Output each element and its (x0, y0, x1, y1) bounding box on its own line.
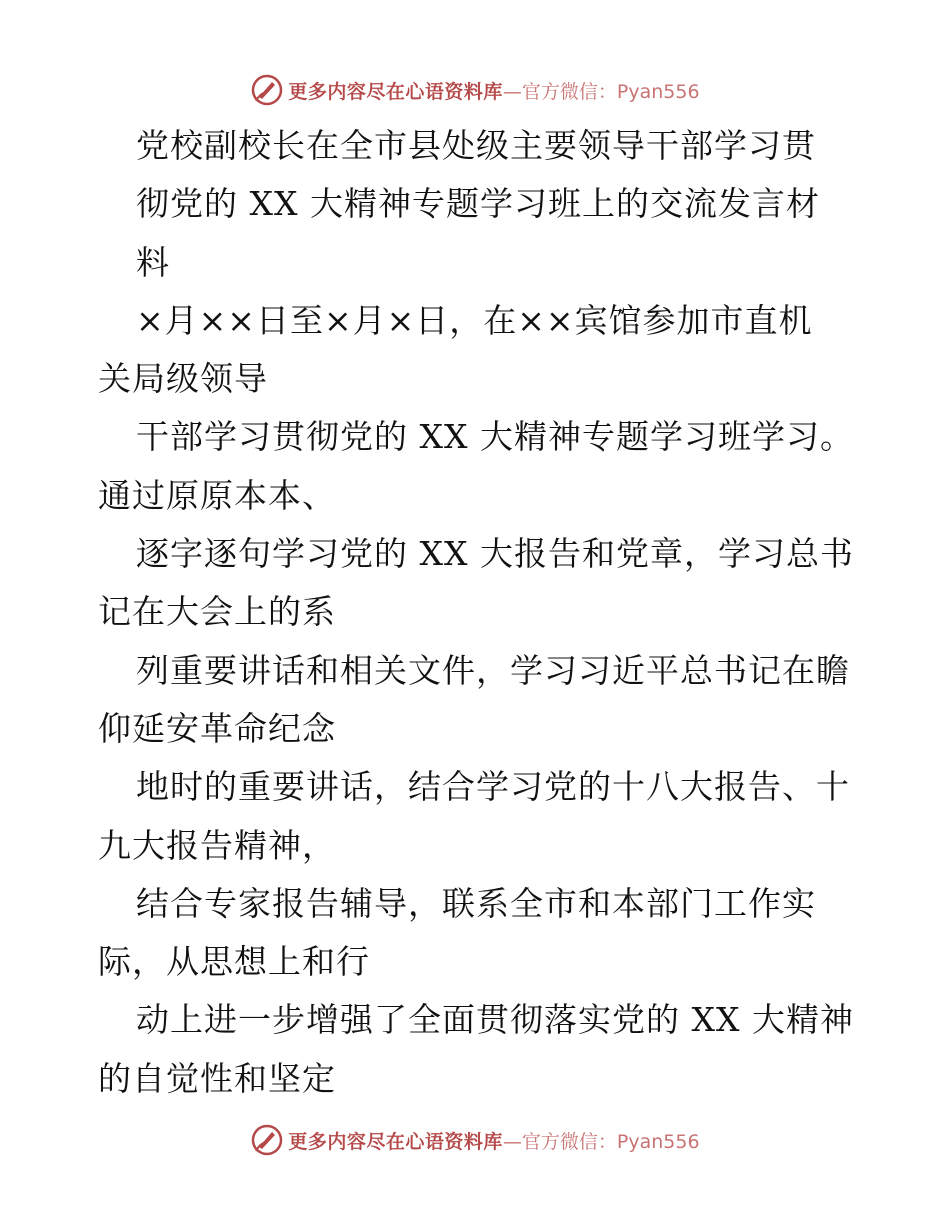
text-line: 彻党的 XX 大精神专题学习班上的交流发言材 (136, 184, 820, 224)
text-line: 的自觉性和坚定 (98, 1058, 336, 1098)
text-line: 动上进一步增强了全面贯彻落实党的 XX 大精神 (136, 1000, 854, 1040)
text-line: ×月××日至×月×日，在××宾馆参加市直机 (136, 300, 813, 340)
footer-contact-text: —官方微信：Pyan556 (502, 1130, 700, 1153)
text-line: 记在大会上的系 (98, 592, 336, 632)
text-line: 列重要讲话和相关文件，学习习近平总书记在瞻 (136, 650, 850, 690)
text-line: 逐字逐句学习党的 XX 大报告和党章，学习总书 (136, 534, 854, 574)
text-line: 地时的重要讲话，结合学习党的十八大报告、十 (136, 767, 850, 807)
text-line: 党校副校长在全市县处级主要领导干部学习贯 (136, 126, 816, 165)
text-line: 通过原原本本、 (98, 475, 336, 515)
footer-watermark (0, 1120, 950, 1160)
text-line: 仰延安革命纪念 (98, 708, 336, 748)
header-contact-text: —官方微信：Pyan556 (502, 80, 700, 103)
logo-icon (250, 1123, 284, 1157)
text-line: 关局级领导 (98, 359, 268, 399)
text-line: 际，从思想上和行 (98, 942, 370, 982)
document-body (0, 117, 950, 1108)
header-watermark (0, 70, 950, 110)
header-brand-text: 更多内容尽在心语资料库 (288, 80, 503, 103)
text-line: 料 (136, 242, 170, 282)
text-line: 干部学习贯彻党的 XX 大精神专题学习班学习。 (136, 417, 854, 457)
text-line: 结合专家报告辅导，联系全市和本部门工作实 (136, 883, 816, 923)
footer-brand-text: 更多内容尽在心语资料库 (288, 1130, 503, 1153)
logo-icon (250, 73, 284, 107)
text-line: 九大报告精神， (98, 825, 336, 865)
